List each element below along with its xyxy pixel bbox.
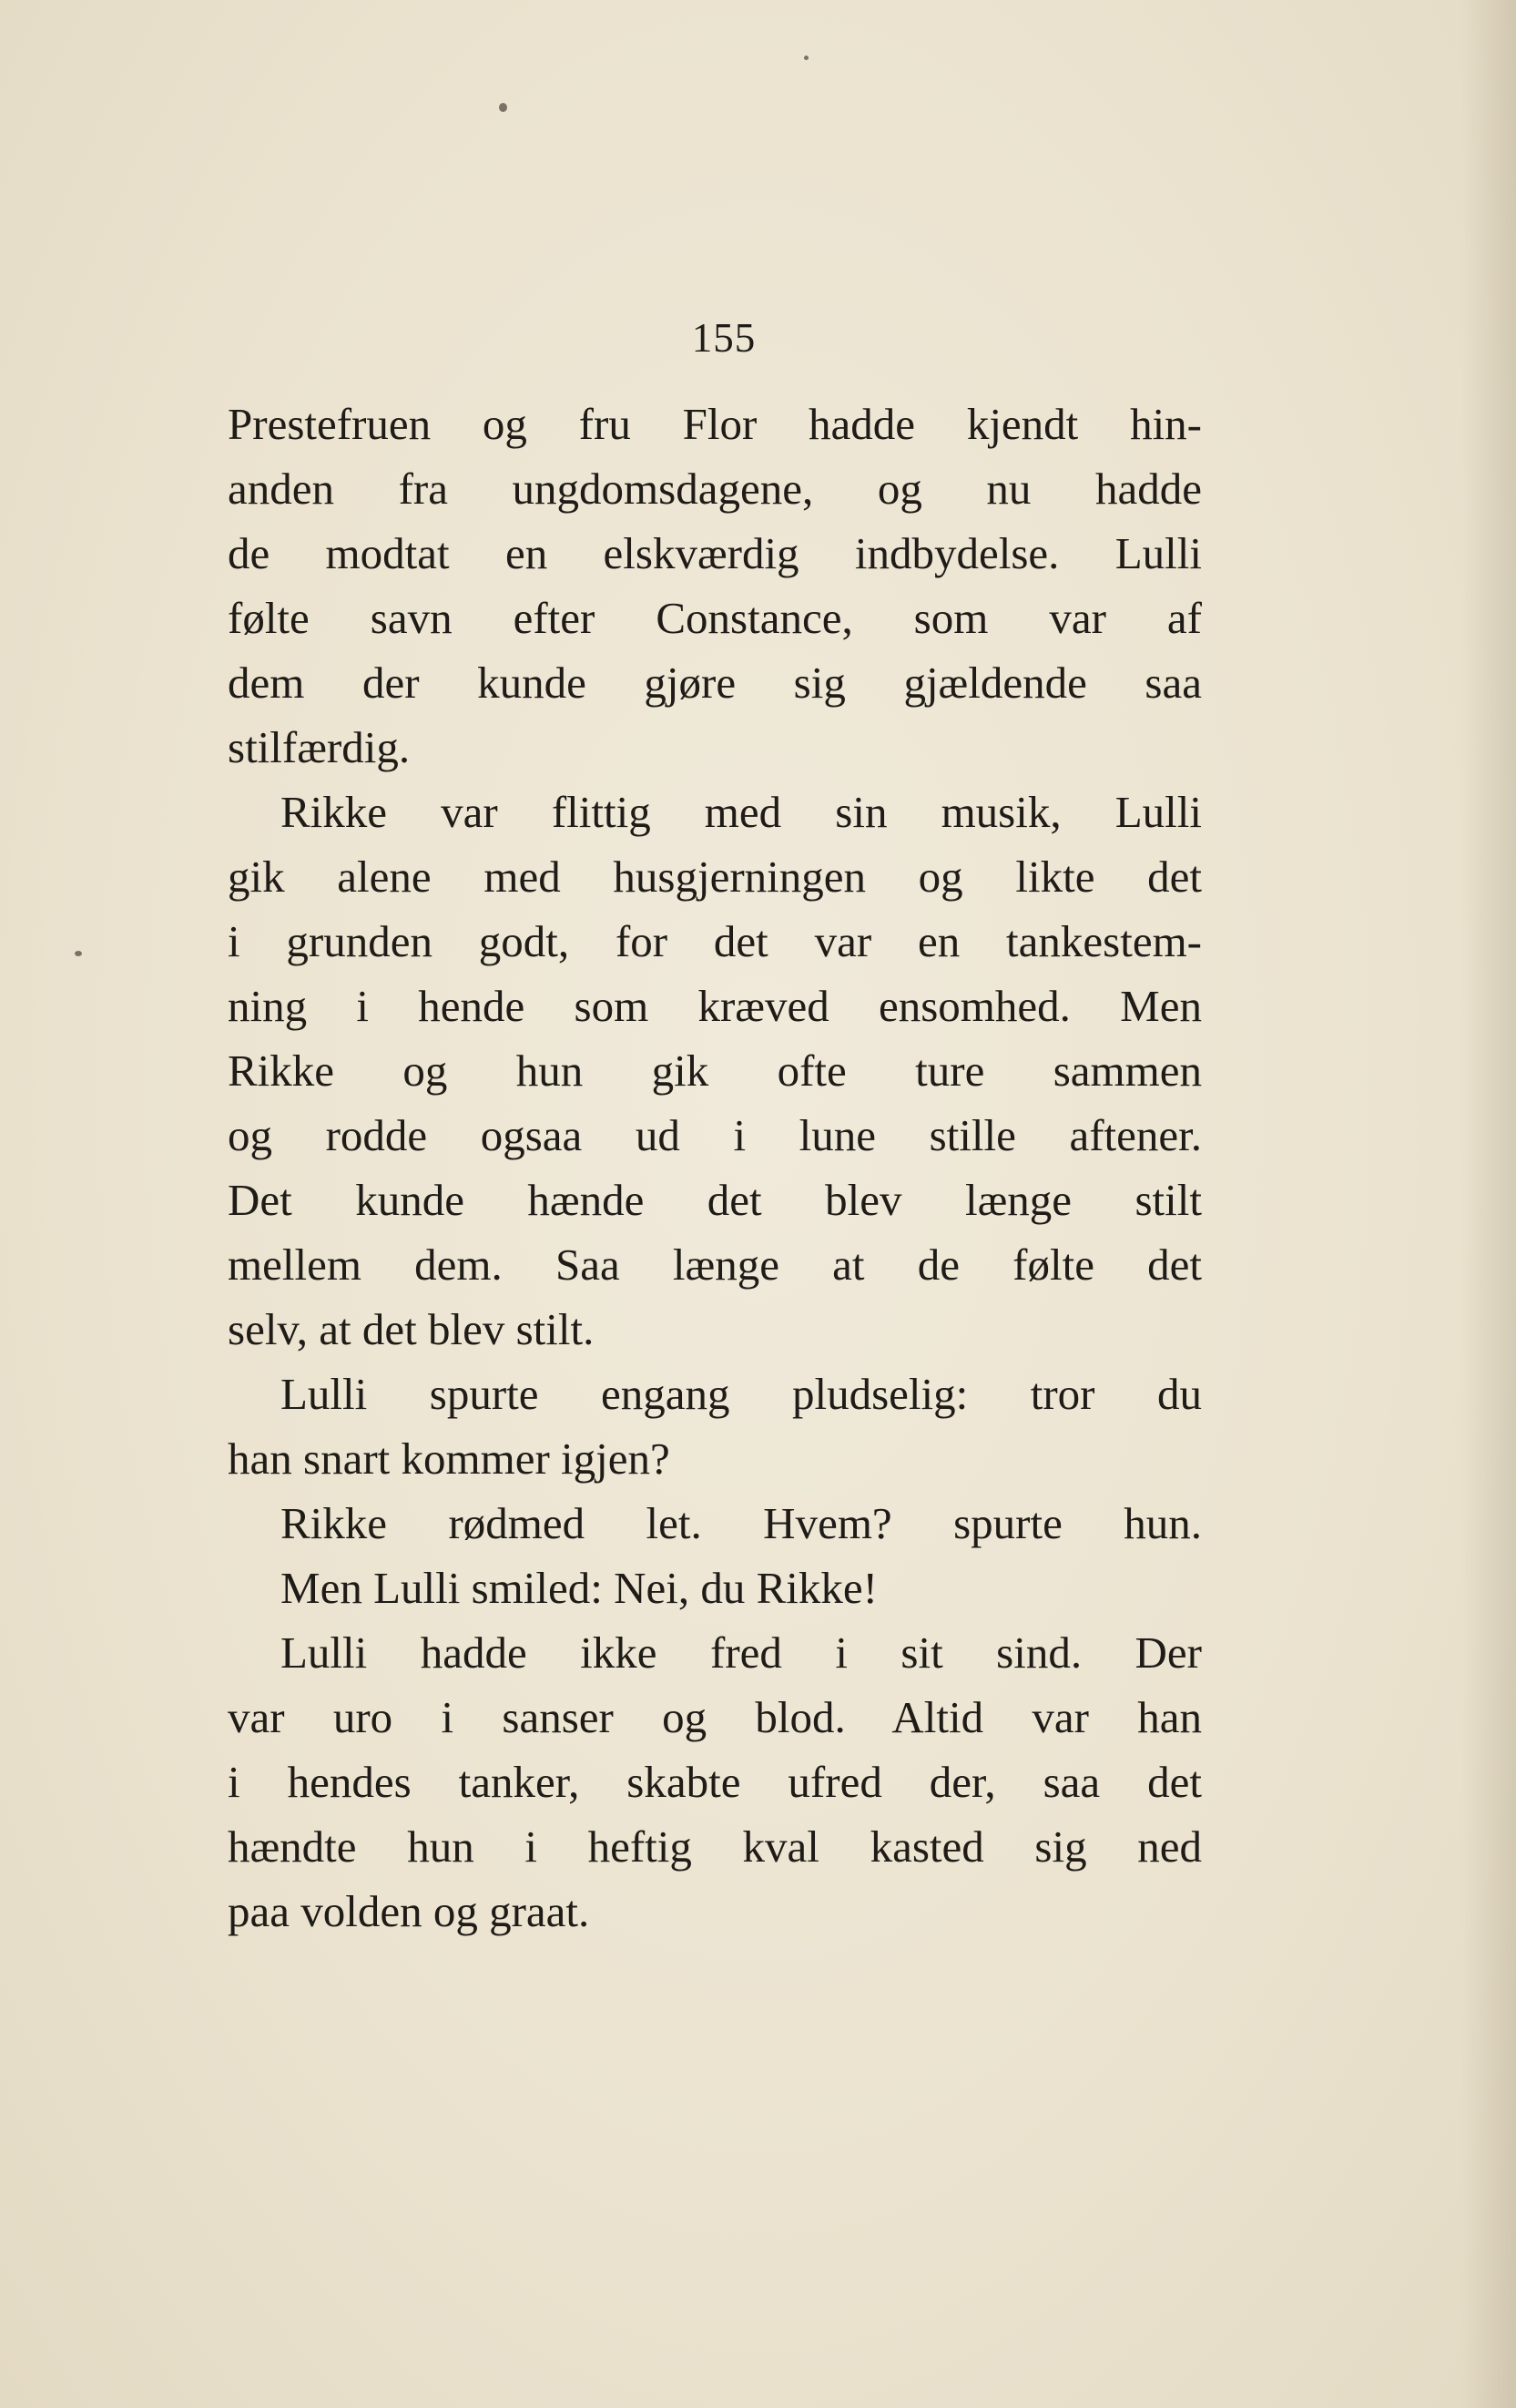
text-line: han snart kommer igjen?	[228, 1434, 670, 1484]
text-line: følte savn efter Constance, som var af	[228, 593, 1202, 643]
text-line: Rikke rødmed let. Hvem? spurte hun.	[280, 1498, 1202, 1548]
text-line: dem der kunde gjøre sig gjældende saa	[228, 658, 1202, 708]
text-line: de modtat en elskværdig indbydelse. Lulli	[228, 528, 1202, 578]
text-line: Men Lulli smiled: Nei, du Rikke!	[280, 1563, 878, 1613]
ink-speck	[804, 56, 809, 60]
text-line: anden fra ungdomsdagene, og nu hadde	[228, 464, 1202, 514]
text-line: stilfærdig.	[228, 722, 411, 772]
text-line: og rodde ogsaa ud i lune stille aftener.	[228, 1110, 1202, 1160]
text-line: Det kunde hænde det blev længe stilt	[228, 1175, 1202, 1225]
text-line: paa volden og graat.	[228, 1886, 590, 1936]
text-line: Rikke og hun gik ofte ture sammen	[228, 1046, 1202, 1096]
text-line: ning i hende som kræved ensomhed. Men	[228, 981, 1202, 1031]
text-line: i hendes tanker, skabte ufred der, saa det	[228, 1757, 1202, 1807]
ink-speck	[75, 951, 82, 956]
page-edge-shadow	[1461, 0, 1516, 2408]
text-line: var uro i sanser og blod. Altid var han	[228, 1692, 1202, 1742]
page-number: 155	[691, 315, 757, 361]
text-line: mellem dem. Saa længe at de følte det	[228, 1240, 1202, 1290]
text-line: selv, at det blev stilt.	[228, 1304, 595, 1354]
text-line: Lulli spurte engang pludselig: tror du	[280, 1369, 1202, 1419]
ink-speck	[499, 103, 507, 112]
text-line: Prestefruen og fru Flor hadde kjendt hin-	[228, 399, 1202, 449]
text-line: i grunden godt, for det var en tankestem-	[228, 916, 1202, 966]
text-line: Rikke var flittig med sin musik, Lulli	[280, 787, 1202, 837]
text-line: gik alene med husgjerningen og likte det	[228, 852, 1202, 902]
body-text	[228, 392, 1202, 1944]
text-line: hændte hun i heftig kval kasted sig ned	[228, 1821, 1202, 1872]
text-line: Lulli hadde ikke fred i sit sind. Der	[280, 1627, 1202, 1678]
